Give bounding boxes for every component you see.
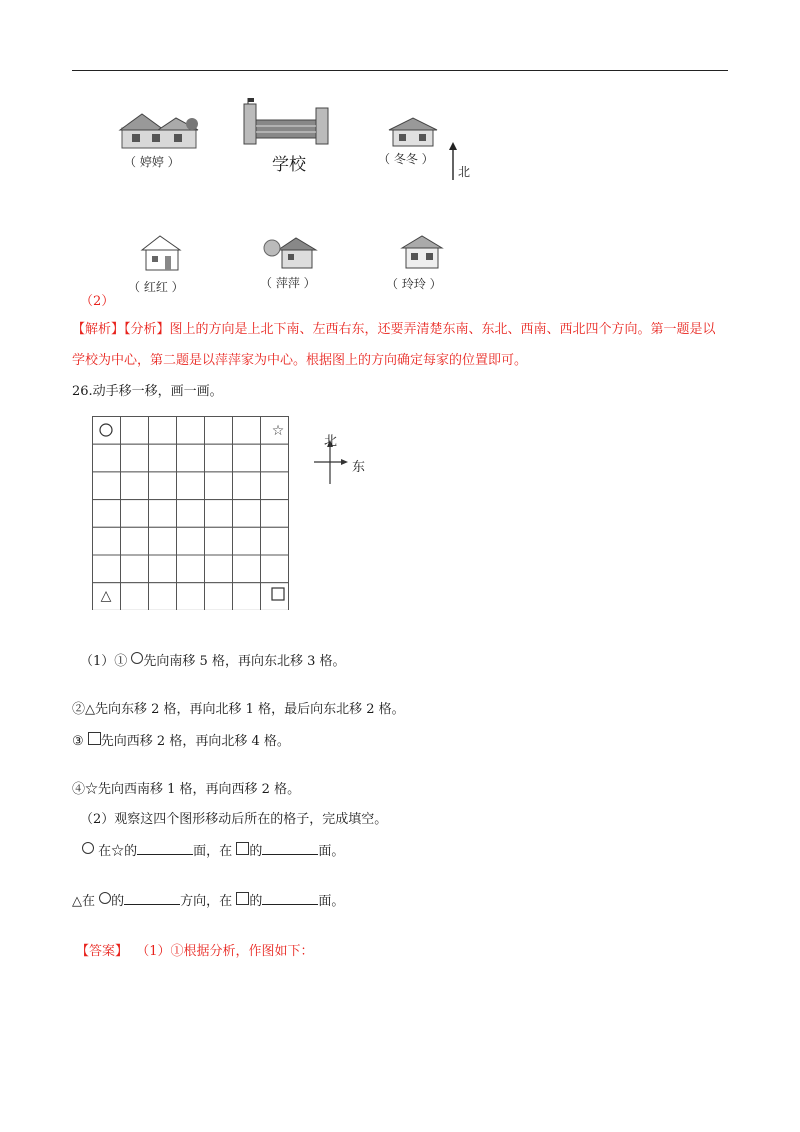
- grid-cell: [233, 583, 261, 610]
- grid-cell: [205, 555, 233, 583]
- grid-cell: [177, 583, 205, 610]
- answer-line: [76, 940, 314, 959]
- school-label: 学校: [272, 155, 306, 175]
- analysis-tag: 【解析】【分析】: [72, 322, 170, 337]
- grid-cell: [149, 472, 177, 500]
- circle-symbol-icon: [131, 652, 143, 664]
- fill-blank-4[interactable]: [262, 892, 318, 905]
- honghong-label: （ 红红 ）: [128, 280, 184, 294]
- grid-cell: [177, 500, 205, 528]
- answer-tag: 【答案】: [76, 944, 129, 959]
- header-rule: [72, 70, 728, 71]
- grid-cell: [177, 417, 205, 445]
- grid-cell: [261, 472, 289, 500]
- sub1-prefix: （1）①: [80, 654, 128, 669]
- analysis-text-1: 图上的方向是上北下南、左西右东，还要弄清楚东南、东北、西南、西北四个方向。第一题是以: [169, 322, 716, 337]
- part2-marker: （2）: [80, 294, 115, 309]
- grid-cell: [149, 417, 177, 445]
- circle-symbol-icon: [82, 842, 94, 854]
- fill2-text-c: 方向，在: [180, 894, 233, 909]
- grid-cell: [261, 444, 289, 472]
- grid-cell: [93, 500, 121, 528]
- answer-text: （1）①根据分析，作图如下：: [136, 944, 314, 959]
- q26-grid: [92, 416, 294, 610]
- q26-title: 26.动手移一移，画一画。: [72, 384, 223, 399]
- north-label: 北: [458, 165, 471, 179]
- tingting-label: （ 婷婷 ）: [124, 155, 180, 169]
- pingping-house-icon: [262, 236, 324, 272]
- sub1-line-1: [80, 650, 346, 669]
- grid-cell: [93, 444, 121, 472]
- grid-cell: [205, 417, 233, 445]
- grid-cell: [121, 444, 149, 472]
- grid-cell: [93, 527, 121, 555]
- tingting-house-icon: [118, 108, 200, 152]
- grid-cell: [121, 500, 149, 528]
- grid-cell: [177, 444, 205, 472]
- fill1-text-c: 的: [249, 844, 263, 859]
- square-symbol-icon: [236, 842, 249, 855]
- sub1-line-2: ②△先向东移 2 格，再向北移 1 格，最后向东北移 2 格。: [72, 702, 405, 717]
- analysis-line-1: [72, 318, 716, 337]
- grid-cell: [121, 555, 149, 583]
- fill1-text-d: 面。: [318, 844, 345, 859]
- square-symbol-icon: [88, 732, 101, 745]
- sub1-line3-text: 先向西移 2 格，再向北移 4 格。: [100, 734, 290, 749]
- grid-cell: [261, 555, 289, 583]
- lingling-label: （ 玲玲 ）: [386, 277, 442, 291]
- fill-blank-2[interactable]: [262, 842, 318, 855]
- grid-cell: [149, 500, 177, 528]
- grid-cell: [93, 555, 121, 583]
- grid-cell: [149, 444, 177, 472]
- grid-star-symbol: ☆: [271, 423, 285, 439]
- lingling-house-icon: [398, 234, 446, 272]
- grid-cell: [233, 555, 261, 583]
- grid-cell: [233, 417, 261, 445]
- grid-cell: [177, 555, 205, 583]
- fill-line-1: [82, 840, 344, 859]
- grid-cell: [233, 444, 261, 472]
- grid-cell: [177, 527, 205, 555]
- pingping-label: （ 萍萍 ）: [260, 276, 316, 290]
- fill2-text-a: △在: [72, 894, 95, 909]
- grid-cell: [149, 583, 177, 610]
- sub1-text-1: 先向南移 5 格，再向东北移 3 格。: [143, 654, 346, 669]
- grid-cell: [233, 500, 261, 528]
- dongdong-label: （ 冬冬 ）: [378, 152, 434, 166]
- fill2-text-b: 的: [111, 894, 125, 909]
- analysis-line-2: 学校为中心，第二题是以萍萍家为中心。根据图上的方向确定每家的位置即可。: [72, 353, 528, 368]
- square-symbol-icon: [236, 892, 249, 905]
- grid-cell: [261, 527, 289, 555]
- grid-cell: [121, 417, 149, 445]
- honghong-house-icon: [138, 234, 184, 274]
- grid-cell: [93, 472, 121, 500]
- grid-cell: [121, 472, 149, 500]
- grid-cell: [177, 472, 205, 500]
- school-building-icon: [240, 98, 332, 146]
- grid-cell: [149, 527, 177, 555]
- circle-symbol-icon: [99, 892, 111, 904]
- fill1-text-a: 在☆的: [98, 844, 138, 859]
- fill-blank-1[interactable]: [137, 842, 193, 855]
- grid-cell: [205, 583, 233, 610]
- compass-north-label: 北: [324, 434, 338, 449]
- fill2-text-e: 面。: [318, 894, 345, 909]
- grid-triangle-symbol: △: [100, 588, 112, 604]
- fill-blank-3[interactable]: [124, 892, 180, 905]
- compass-east-label: 东: [352, 460, 366, 475]
- sub1-line3-prefix: ③: [72, 734, 84, 749]
- grid-cell: [121, 527, 149, 555]
- grid-cell: [261, 500, 289, 528]
- sub2-title: （2）观察这四个图形移动后所在的格子，完成填空。: [80, 812, 388, 827]
- fill1-text-b: 面，在: [193, 844, 233, 859]
- grid-cell: [233, 472, 261, 500]
- grid-cell: [205, 527, 233, 555]
- sub1-line-4: ④☆先向西南移 1 格，再向西移 2 格。: [72, 782, 301, 797]
- grid-cell: [93, 417, 121, 445]
- grid-cell: [205, 444, 233, 472]
- sub1-line-3: [72, 730, 290, 749]
- grid-cell: [205, 472, 233, 500]
- fill-line-2: [72, 890, 344, 909]
- grid-cell: [149, 555, 177, 583]
- dongdong-house-icon: [385, 116, 441, 150]
- fill2-text-d: 的: [249, 894, 263, 909]
- grid-cell: [121, 583, 149, 610]
- grid-cell: [205, 500, 233, 528]
- grid-cell: [233, 527, 261, 555]
